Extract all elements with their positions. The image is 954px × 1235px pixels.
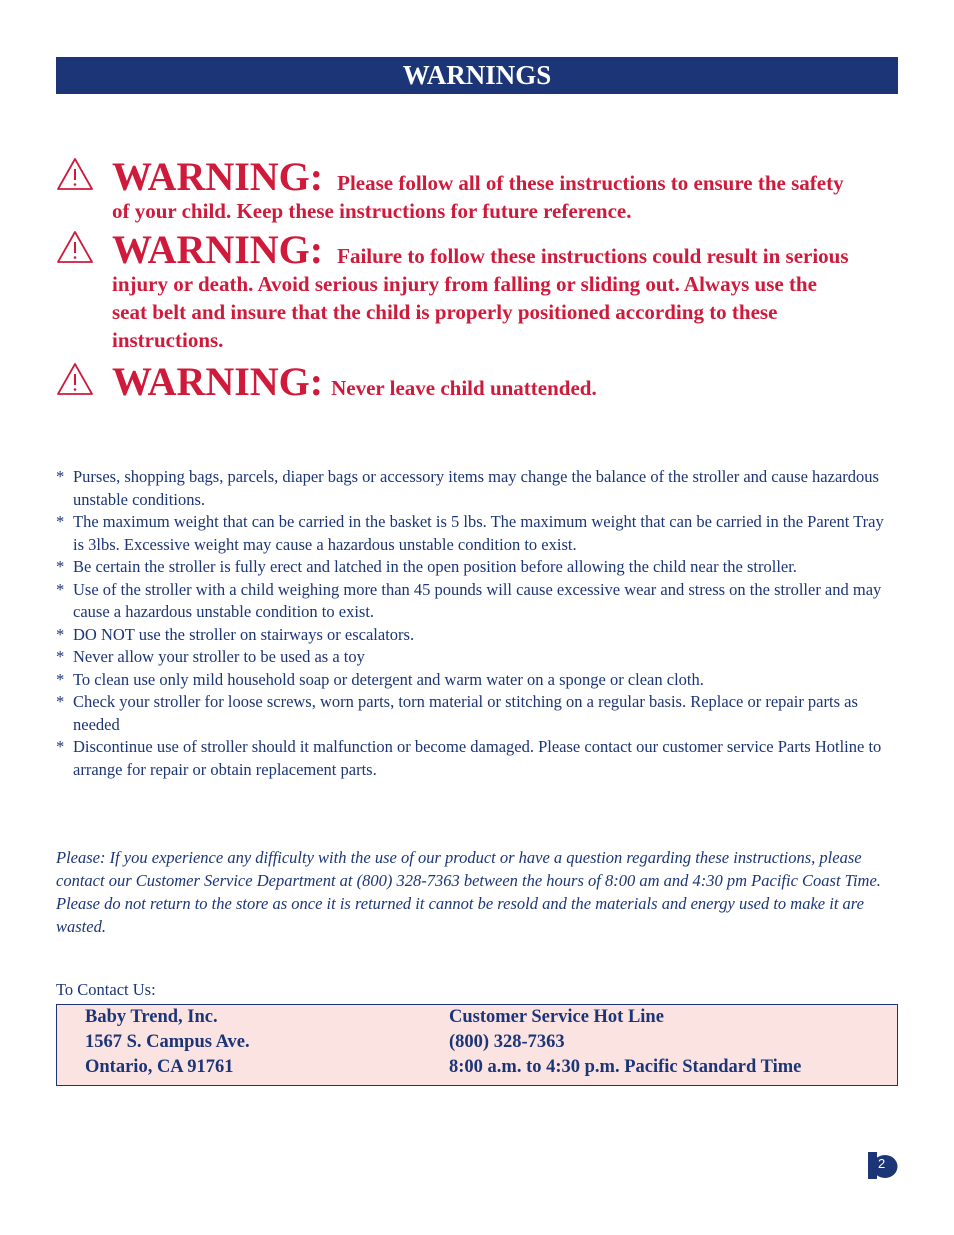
bullet-marker: * xyxy=(56,669,65,689)
company-city: Ontario, CA 91761 xyxy=(85,1057,234,1077)
bullet-text: To clean use only mild household soap or detergent and warm water on a sponge or clean cloth. xyxy=(73,669,704,689)
page-header xyxy=(56,57,898,94)
bullet-text: Use of the stroller with a child weighing more than 45 pounds will cause excessive wear and stress on the stroller and may cause a hazardous unstable condition to exist. xyxy=(73,579,882,621)
warning-message: Please follow all of these instructions to ensure the safety of your child. Keep these instructions for future reference. xyxy=(112,171,844,223)
bullet-marker: * xyxy=(56,579,65,599)
list-item xyxy=(56,579,886,624)
bullet-marker: * xyxy=(56,512,65,531)
warning-block-1 xyxy=(56,154,856,225)
page-number: 2 xyxy=(878,1156,886,1171)
company-address xyxy=(85,1005,250,1080)
warning-label: WARNING: xyxy=(112,227,324,272)
list-item xyxy=(56,669,886,692)
warning-block-3 xyxy=(56,359,856,404)
bullet-marker: * xyxy=(56,557,65,576)
list-item xyxy=(56,646,886,669)
list-item xyxy=(56,466,886,511)
bullet-text: The maximum weight that can be carried in the basket is 5 lbs. The maximum weight that can be carried in the Parent Tray is 3lbs. Excessive weight may cause a hazardous unstable condition to exist. xyxy=(73,512,884,554)
safety-bullet-list xyxy=(56,466,886,781)
contact-label: To Contact Us: xyxy=(56,980,156,999)
list-item xyxy=(56,556,886,579)
warning-message: Failure to follow these instructions could result in serious injury or death. Avoid serious injury from falling or sliding out. Always use the seat belt and insure that the child is properly positioned according to these instructions. xyxy=(112,244,849,352)
hotline-info xyxy=(449,1005,801,1080)
warning-label: WARNING: xyxy=(112,359,324,404)
warning-block-2 xyxy=(56,227,856,354)
warning-triangle-icon xyxy=(56,230,94,264)
hotline-phone: (800) 328-7363 xyxy=(449,1032,565,1052)
contact-box xyxy=(56,1004,898,1086)
warning-triangle-icon xyxy=(56,157,94,191)
bullet-text: Check your stroller for loose screws, worn parts, torn material or stitching on a regular basis. Replace or repair parts as needed xyxy=(73,692,858,734)
bullet-text: Purses, shopping bags, parcels, diaper bags or accessory items may change the balance of the stroller and cause hazardous unstable conditions. xyxy=(73,467,879,509)
bullet-marker: * xyxy=(56,692,65,711)
hotline-hours: 8:00 a.m. to 4:30 p.m. Pacific Standard Time xyxy=(449,1057,802,1077)
hotline-title: Customer Service Hot Line xyxy=(449,1007,664,1027)
bullet-marker: * xyxy=(56,467,65,486)
warning-triangle-icon xyxy=(56,362,94,396)
warning-label: WARNING: xyxy=(112,154,324,199)
bullet-text: DO NOT use the stroller on stairways or escalators. xyxy=(73,624,415,644)
list-item xyxy=(56,511,886,556)
bullet-marker: * xyxy=(56,737,65,756)
list-item xyxy=(56,736,886,781)
header-title: WARNINGS xyxy=(402,60,552,90)
bullet-marker: * xyxy=(56,647,65,666)
customer-service-note: Please: If you experience any difficulty with the use of our product or have a question regarding these instructions, please contact our Customer Service Department at (800) 328-7363 between the hours of 8:00 am and 4:30 pm Pacific Coast Time. Please do not return to the store as once it is returned it cannot be resold and the materials and energy used to make it are wasted. xyxy=(56,848,881,936)
company-street: 1567 S. Campus Ave. xyxy=(85,1032,250,1052)
list-item xyxy=(56,624,886,647)
bullet-text: Be certain the stroller is fully erect and latched in the open position before allowing the child near the stroller. xyxy=(73,557,797,576)
bullet-text: Never allow your stroller to be used as a toy xyxy=(73,647,365,666)
warning-message: Never leave child unattended. xyxy=(331,376,597,400)
list-item xyxy=(56,691,886,736)
company-name: Baby Trend, Inc. xyxy=(85,1007,218,1027)
bullet-text: Discontinue use of stroller should it malfunction or become damaged. Please contact our customer service Parts Hotline to arrange for repair or obtain replacement parts. xyxy=(73,737,882,779)
bullet-marker: * xyxy=(56,624,65,644)
